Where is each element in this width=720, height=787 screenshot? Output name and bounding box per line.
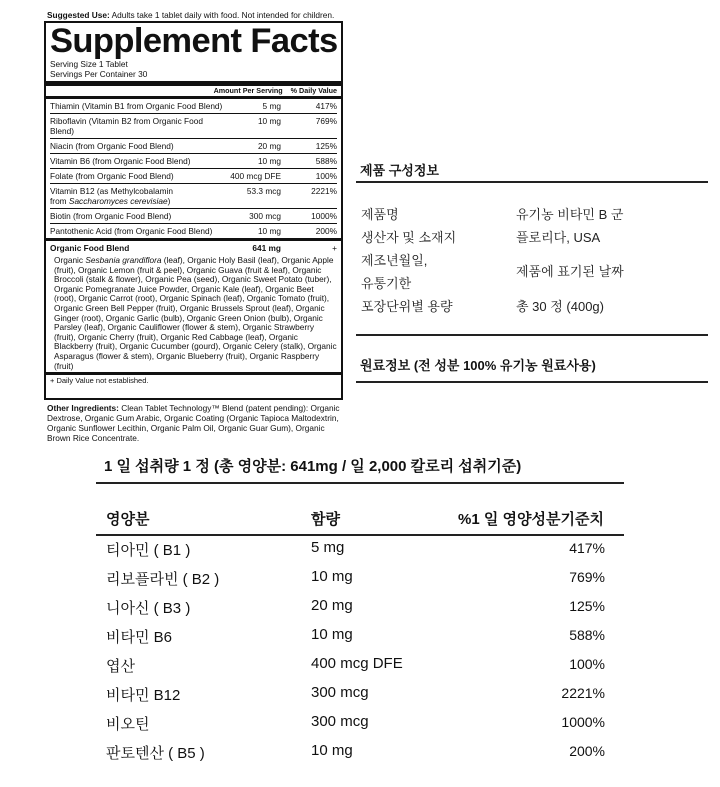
kt-dv: 1000%: [561, 714, 605, 730]
kt-amount: 10 mg: [311, 742, 353, 759]
kt-nutrient: 니아신 ( B3 ): [106, 600, 191, 617]
kt-nutrient: 엽산: [106, 658, 135, 675]
kt-dv: 769%: [569, 569, 605, 585]
nutrient-name: Vitamin B12 (as Methylcobalamin: [50, 186, 173, 196]
info-value: 플로리다, USA: [516, 230, 601, 245]
nutrient-amount: 10 mg: [257, 226, 281, 236]
other-ingredients-text: Clean Tablet Technology™ Blend (patent pending): Organic Dextrose, Organic Gum Arabic, Organic Coating (Organic Tapioca Maltodextrin, Organic Sunflower Lecithin, Organic Palm Oil, Organic Guar Gum), Organic Brown Rice Concentrate.: [47, 403, 340, 443]
kt-dv: 588%: [569, 627, 605, 643]
kt-nutrient: 비타민 B6: [106, 629, 172, 646]
nutrient-amount: 53.3 mcg: [246, 186, 281, 196]
kt-amount: 20 mg: [311, 597, 353, 614]
facts-row: [50, 169, 337, 184]
dv-header: % Daily Value: [290, 86, 337, 95]
kt-dv: 100%: [569, 656, 605, 672]
blend-text-body: (leaf), Organic Holy Basil (leaf), Organic Apple (fruit), Organic Lemon (fruit & peel), Organic Guava (fruit & leaf), Organic Broccoli (stalk & flower), Organic Pea (seed), Organic Sweet Potato (tuber), Organic Pomegranate Juice Powder, Organic Kale (leaf), Organic Beet (root), Organic Carrot (root), Organic Spinach (leaf), Organic Tomato (fruit), Organic Green Bell Pepper (fruit), Organic Brussels Sprout (leaf), Organic Ginger (root), Organic Garlic (bulb), Organic Green Onion (bulb), Organic Parsley (leaf), Organic Cauliflower (flower & stem), Organic Strawberry (fruit), Organic Cherry (fruit), Organic Red Cabbage (leaf), Organic Blackberry (fruit), Organic Cucumber (gourd), Organic Celery (stalk), Organic Asparagus (flower & stem), Organic Blueberry (fruit), Organic Raspberry (fruit): [54, 255, 337, 371]
nutrient-amount: 5 mg: [262, 101, 281, 111]
nutrient-dv: 100%: [315, 171, 337, 181]
supplement-facts-panel: [44, 21, 343, 400]
nutrient-name-close: ): [167, 196, 171, 206]
servings-per-container: Servings Per Container 30: [50, 68, 148, 79]
info-label: 생산자 및 소재지: [361, 230, 457, 245]
divider: [356, 334, 708, 336]
origin-info: 원료정보 (전 성분 100% 유기농 원료사용): [360, 358, 596, 373]
info-label: 제조년월일,: [361, 253, 428, 268]
facts-row: [50, 114, 337, 139]
nutrient-amount: 10 mg: [257, 156, 281, 166]
nutrient-name: Thiamin (Vitamin B1 from Organic Food Blend): [50, 101, 223, 111]
info-value: 제품에 표기된 날짜: [516, 264, 624, 279]
kt-dv: 125%: [569, 598, 605, 614]
info-value: 유기농 비타민 B 군: [516, 207, 624, 222]
product-info-title: 제품 구성정보: [360, 163, 439, 178]
facts-row: [50, 184, 337, 209]
nutrient-name-multiline: [50, 186, 229, 206]
info-label: 포장단위별 용량: [361, 299, 453, 314]
info-label: 제품명: [361, 207, 399, 222]
dv-note: + Daily Value not established.: [50, 376, 149, 386]
kt-amount: 10 mg: [311, 626, 353, 643]
divider: [356, 181, 708, 183]
nutrient-dv: 769%: [315, 116, 337, 126]
nutrient-name: Folate (from Organic Food Blend): [50, 171, 174, 181]
nutrient-dv: 1000%: [311, 211, 337, 221]
blend-name: Organic Food Blend: [50, 243, 130, 253]
korean-table-title: 1 일 섭취량 1 정 (총 영양분: 641mg / 일 2,000 칼로리 섭취기준): [104, 458, 522, 475]
header-amount: 함량: [311, 511, 340, 528]
nutrient-dv: 2221%: [311, 186, 337, 196]
facts-row: [46, 224, 341, 241]
nutrient-name: Niacin (from Organic Food Blend): [50, 141, 174, 151]
kt-nutrient: 티아민 ( B1 ): [106, 542, 191, 559]
facts-row: [50, 209, 337, 224]
divider: [96, 482, 624, 484]
nutrient-name: Vitamin B6 (from Organic Food Blend): [50, 156, 191, 166]
nutrient-dv: 200%: [315, 226, 337, 236]
kt-amount: 5 mg: [311, 539, 345, 556]
nutrient-name: Biotin (from Organic Food Blend): [50, 211, 172, 221]
nutrient-amount: 20 mg: [257, 141, 281, 151]
nutrient-amount: 400 mcg DFE: [230, 171, 281, 181]
kt-nutrient: 판토텐산 ( B5 ): [106, 745, 205, 762]
suggested-use-text: Adults take 1 tablet daily with food. Not intended for children.: [111, 10, 335, 20]
nutrient-name: Pantothenic Acid (from Organic Food Blend): [50, 226, 213, 236]
facts-column-header: [50, 86, 337, 96]
suggested-use-label: Suggested Use:: [47, 10, 110, 20]
divider: [356, 381, 708, 383]
facts-row: [50, 99, 337, 114]
blend-ingredients: [46, 255, 341, 375]
divider: [96, 534, 624, 536]
blend-text-pre: Organic: [54, 255, 86, 265]
info-label: 유통기한: [361, 276, 412, 291]
source-organism: Saccharomyces cerevisiae: [68, 196, 168, 206]
kt-amount: 300 mcg: [311, 684, 369, 701]
kt-amount: 300 mcg: [311, 713, 369, 730]
blend-text-italic: Sesbania grandiflora: [85, 255, 162, 265]
other-ingredients: [47, 403, 347, 443]
kt-amount: 400 mcg DFE: [311, 655, 403, 672]
nutrient-dv: 125%: [315, 141, 337, 151]
info-value: 총 30 정 (400g): [516, 299, 604, 314]
nutrient-amount: 10 mg: [257, 116, 281, 126]
nutrient-name: Riboflavin (Vitamin B2 from Organic Food Blend): [50, 116, 203, 136]
header-dv: %1 일 영양성분기준치: [458, 511, 604, 528]
nutrient-dv: 417%: [315, 101, 337, 111]
serving-size: Serving Size 1 Tablet: [50, 59, 128, 69]
facts-row: [50, 139, 337, 154]
kt-nutrient: 비타민 B12: [106, 687, 181, 704]
kt-dv: 2221%: [561, 685, 605, 701]
other-ingredients-label: Other Ingredients:: [47, 403, 119, 413]
kt-dv: 200%: [569, 743, 605, 759]
blend-amount: 641 mg: [252, 243, 281, 253]
header-nutrient: 영양분: [106, 511, 150, 528]
facts-title: Supplement Facts: [50, 22, 338, 60]
facts-row: [50, 154, 337, 169]
kt-amount: 10 mg: [311, 568, 353, 585]
nutrient-amount: 300 mcg: [249, 211, 281, 221]
blend-row: [50, 241, 337, 255]
nutrient-dv: 588%: [315, 156, 337, 166]
blend-dv: +: [332, 243, 337, 253]
amount-header: Amount Per Serving: [213, 86, 283, 95]
suggested-use: [47, 10, 334, 20]
nutrient-name-cont: from: [50, 196, 69, 206]
kt-nutrient: 비오틴: [106, 716, 150, 733]
kt-dv: 417%: [569, 540, 605, 556]
kt-nutrient: 리보플라빈 ( B2 ): [106, 571, 220, 588]
